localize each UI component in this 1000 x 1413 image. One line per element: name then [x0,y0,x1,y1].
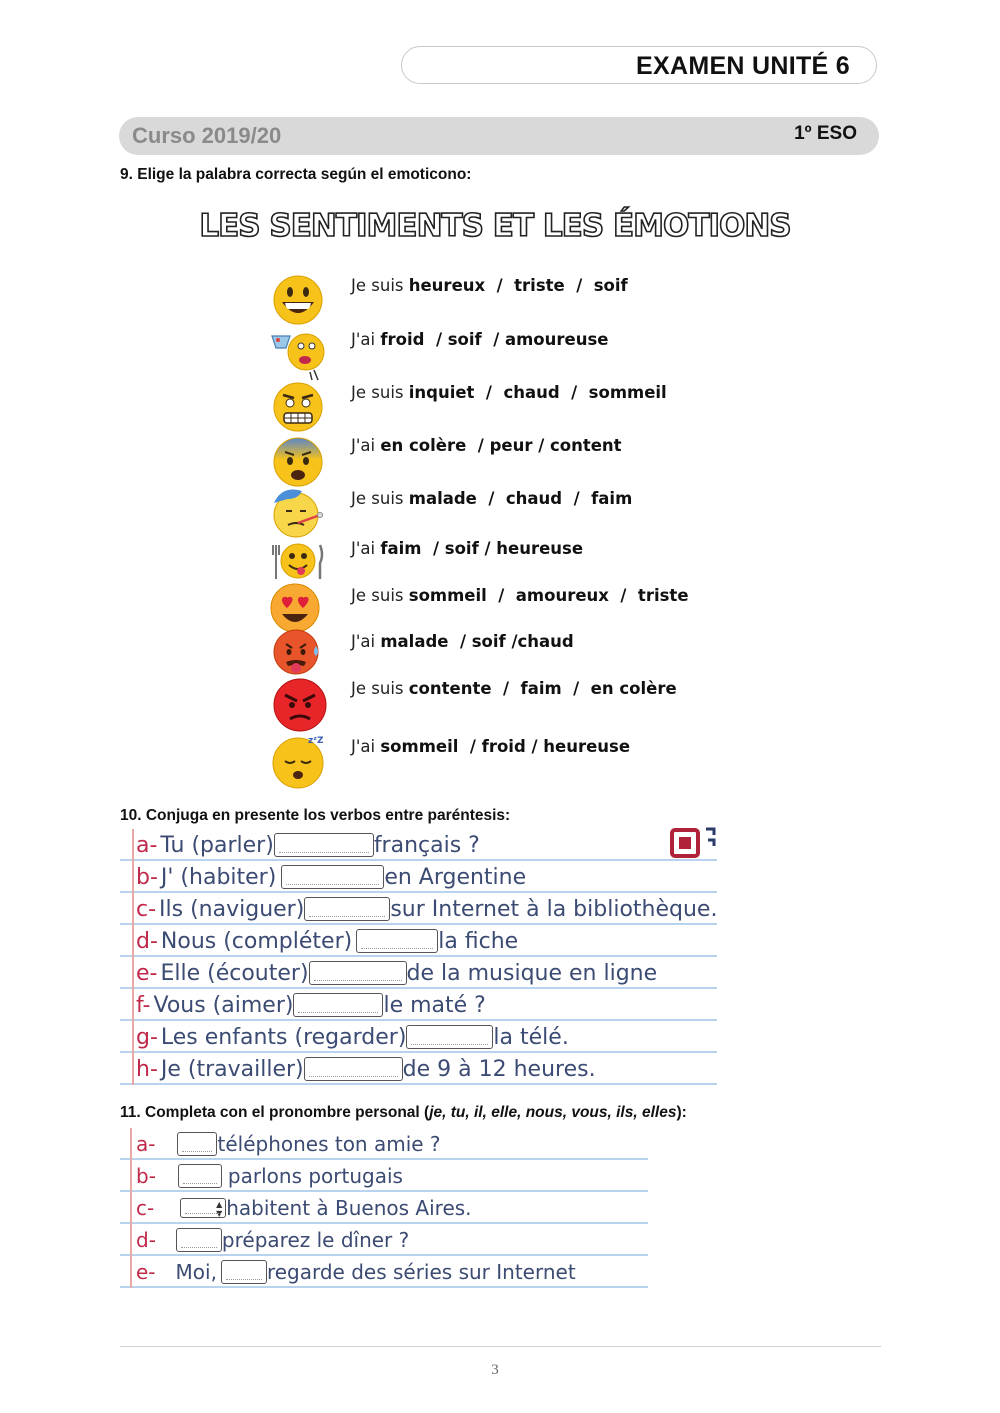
line-prompt: J' (habiter) [160,864,277,890]
line-letter: c- [136,896,157,922]
sick-face-icon [268,485,328,541]
line-rest: en Argentine [384,864,527,890]
exercise-11-heading [120,1104,687,1122]
answer-input-10c[interactable] [304,897,390,921]
line-rest: préparez le dîner ? [221,1228,410,1252]
line-prompt: Ils (naviguer) [159,896,305,922]
line-prompt: Tu (parler) [160,832,274,858]
square-stamp-icon [668,826,720,862]
emotion-prefix: J'ai [351,436,381,455]
conjugation-line-d [136,925,518,957]
pronoun-input-b[interactable] [178,1164,222,1188]
line-rest: français ? [373,832,480,858]
svg-text:zᶻZ: zᶻZ [308,736,324,746]
emotion-row-6 [268,535,738,585]
line-letter: d- [136,928,158,954]
emotion-options: faim / soif / heureuse [380,539,584,558]
pronoun-input-e[interactable] [221,1260,267,1284]
exam-title-box [401,46,877,84]
exercise-9-heading: 9. Elige la palabra correcta según el emoticono: [120,166,472,183]
line-prompt: Nous (compléter) [160,928,353,954]
notebook-margin [132,829,134,1085]
emotion-options: froid / soif / amoureuse [380,330,609,349]
emotion-options: sommeil / amoureux / triste [408,586,689,605]
answer-input-10g[interactable] [406,1025,493,1049]
fearful-face-icon [268,432,328,488]
pronoun-line-d [136,1224,409,1256]
emotion-row-7 [268,582,738,632]
line-rest: le maté ? [383,992,486,1018]
line-letter: e- [136,1260,156,1284]
emotion-row-9 [268,675,738,725]
conjugation-line-g [136,1021,569,1053]
emotion-row-1 [268,272,738,322]
pronoun-line-b [136,1160,403,1192]
angry-face-icon [268,675,328,731]
line-rest: de 9 à 12 heures. [402,1056,596,1082]
footer-divider [120,1346,881,1347]
line-prompt: Elle (écouter) [160,960,309,986]
heading-end: ): [676,1104,687,1121]
answer-input-10e[interactable] [309,961,407,985]
line-letter: a- [136,832,158,858]
line-rest: habitent à Buenos Aires. [226,1196,472,1220]
grinning-face-icon [268,272,328,328]
line-letter: d- [136,1228,156,1252]
conjugation-line-f [136,989,486,1021]
answer-input-10a[interactable] [274,833,374,857]
sleeping-face-icon [268,733,328,789]
line-letter: b- [136,1164,156,1188]
line-letter: e- [136,960,158,986]
emotion-row-3 [268,379,738,429]
emotion-prefix: J'ai [351,632,381,651]
answer-input-10b[interactable] [281,865,384,889]
emotion-prefix: J'ai [351,330,381,349]
pronoun-line-c [136,1192,472,1224]
emotion-prefix: Je suis [351,586,409,605]
line-rest: la télé. [493,1024,569,1050]
line-rest: parlons portugais [227,1164,403,1188]
emotion-prefix: Je suis [351,489,409,508]
emotion-options: malade / soif /chaud [380,632,574,651]
course-level: 1º ESO [794,123,857,144]
line-rest: la fiche [438,928,519,954]
emotion-options: contente / faim / en colère [408,679,677,698]
line-rest: sur Internet à la bibliothèque. [390,896,718,922]
line-letter: a- [136,1132,156,1156]
conjugation-line-a [136,829,480,861]
emotion-options: en colère / peur / content [380,436,622,455]
thirsty-face-icon [268,326,328,382]
emotion-row-2 [268,326,738,376]
pronoun-line-a [136,1128,441,1160]
answer-input-10h[interactable] [304,1057,403,1081]
conjugation-line-e [136,957,657,989]
line-rest: regarde des séries sur Internet [266,1260,576,1284]
emotion-options: heureux / triste / soif [408,276,628,295]
emotion-row-8 [268,628,738,678]
emotion-row-5 [268,485,738,535]
emotions-banner [199,202,791,246]
line-letter: h- [136,1056,158,1082]
conjugation-line-h [136,1053,596,1085]
line-letter: c- [136,1196,155,1220]
exam-title: EXAMEN UNITÉ 6 [636,52,850,80]
answer-input-10f[interactable] [293,993,383,1017]
course-year: Curso 2019/20 [132,123,282,148]
line-letter: f- [136,992,151,1018]
pronoun-input-d[interactable] [176,1228,222,1252]
heading-start: 11. Completa con el pronombre personal ( [120,1104,430,1121]
emotion-prefix: Je suis [351,679,409,698]
emotion-row-4 [268,432,738,482]
pronoun-line-e [136,1256,576,1288]
line-prompt: Je (travailler) [160,1056,304,1082]
line-rest: de la musique en ligne [406,960,658,986]
conjugation-line-b [136,861,526,893]
pronoun-select-c[interactable] [180,1198,226,1218]
notebook-margin [130,1128,132,1288]
emotion-prefix: Je suis [351,276,409,295]
grimacing-face-icon [268,379,328,435]
pronoun-input-a[interactable] [177,1132,217,1156]
line-letter: g- [136,1024,158,1050]
dropdown-arrows-icon: ▲ ▼ [216,1200,223,1218]
emotion-prefix: J'ai [351,737,381,756]
emotion-options: inquiet / chaud / sommeil [408,383,667,402]
exercise-10-heading: 10. Conjuga en presente los verbos entre paréntesis: [120,807,511,824]
heading-pronouns: je, tu, il, elle, nous, vous, ils, elles [429,1104,677,1121]
emotions-banner-text: LES SENTIMENTS ET LES ÉMOTIONS [199,208,791,244]
line-prompt: Moi, [175,1260,217,1284]
page-number: 3 [491,1362,499,1378]
emotion-options: sommeil / froid / heureuse [380,737,631,756]
exercise-11-notebook [120,1128,648,1288]
line-letter: b- [136,864,158,890]
emotion-row-10 [268,733,738,783]
emotion-options: malade / chaud / faim [408,489,633,508]
line-prompt: Les enfants (regarder) [160,1024,407,1050]
exercise-10-notebook [120,829,717,1085]
line-prompt: Vous (aimer) [153,992,294,1018]
answer-input-10d[interactable] [356,929,438,953]
emotion-prefix: J'ai [351,539,381,558]
course-bar [119,117,879,155]
line-rest: téléphones ton amie ? [217,1132,441,1156]
emotion-prefix: Je suis [351,383,409,402]
conjugation-line-c [136,893,717,925]
